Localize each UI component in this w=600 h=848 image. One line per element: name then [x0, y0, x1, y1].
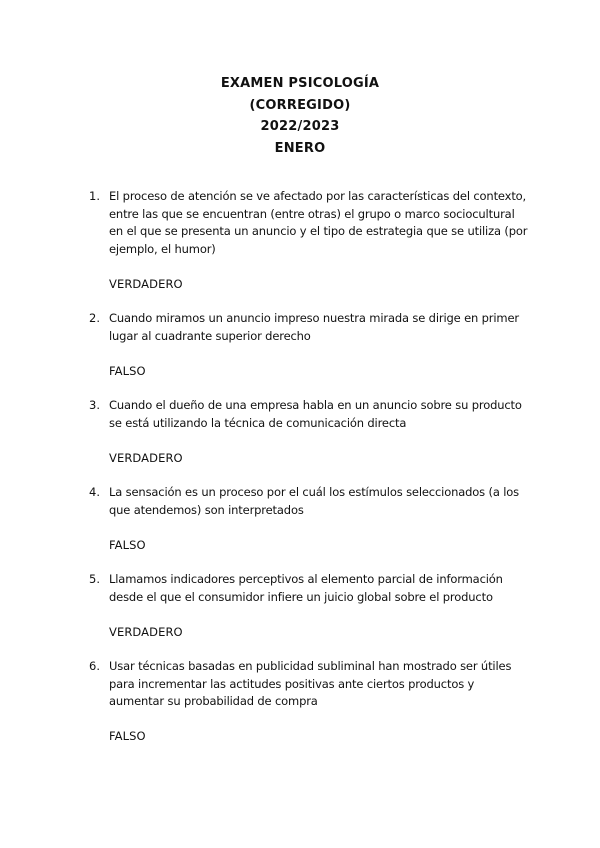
question-item: [0, 188, 600, 293]
question-text: Cuando el dueño de una empresa habla en un anuncio sobre su producto se está utilizando la técnica de comunicación directa: [109, 398, 522, 430]
question-spacer: [0, 293, 600, 310]
question-number: 6.: [89, 659, 100, 673]
question-number: 4.: [89, 485, 100, 499]
question-answer: FALSO: [109, 729, 146, 743]
question-answer: FALSO: [109, 363, 146, 378]
question-spacer: [0, 554, 600, 571]
question-text: La sensación es un proceso por el cuál los estímulos seleccionados (a los que atendemos) son interpretados: [109, 485, 520, 517]
question-item: [0, 310, 600, 380]
question-item: [0, 484, 600, 554]
question-answer: VERDADERO: [109, 450, 183, 465]
exam-title: [0, 73, 600, 159]
question-item: [0, 658, 600, 746]
question-answer: VERDADERO: [109, 624, 183, 639]
question-text: Usar técnicas basadas en publicidad subliminal han mostrado ser útiles para incrementar las actitudes positivas ante ciertos productos y aumentar su probabilidad de compra: [109, 659, 512, 708]
question-text: El proceso de atención se ve afectado por las características del contexto, entre las que se encuentran (entre otras) el grupo o marco sociocultural en el que se presenta un anuncio y el tipo de estrategia que se utiliza (por ejemplo, el humor): [109, 189, 528, 256]
question-number: 1.: [89, 189, 100, 203]
question-answer: VERDADERO: [109, 276, 183, 291]
question-text: Cuando miramos un anuncio impreso nuestra mirada se dirige en primer lugar al cuadrante superior derecho: [109, 311, 519, 343]
question-number: 2.: [89, 311, 100, 325]
question-item: [0, 571, 600, 641]
question-spacer: [0, 467, 600, 484]
title-line-status: (CORREGIDO): [249, 97, 351, 113]
question-number: 3.: [89, 398, 100, 412]
question-answer: FALSO: [109, 537, 146, 552]
title-line-subject: EXAMEN PSICOLOGÍA: [220, 76, 380, 91]
title-line-year: 2022/2023: [260, 119, 340, 134]
title-line-month: ENERO: [274, 140, 326, 156]
question-item: [0, 397, 600, 467]
question-text: Llamamos indicadores perceptivos al elemento parcial de información desde el que el consumidor infiere un juicio global sobre el producto: [109, 572, 503, 604]
question-spacer: [0, 641, 600, 658]
question-number: 5.: [89, 572, 100, 586]
question-spacer: [0, 380, 600, 397]
question-list: [0, 188, 600, 746]
